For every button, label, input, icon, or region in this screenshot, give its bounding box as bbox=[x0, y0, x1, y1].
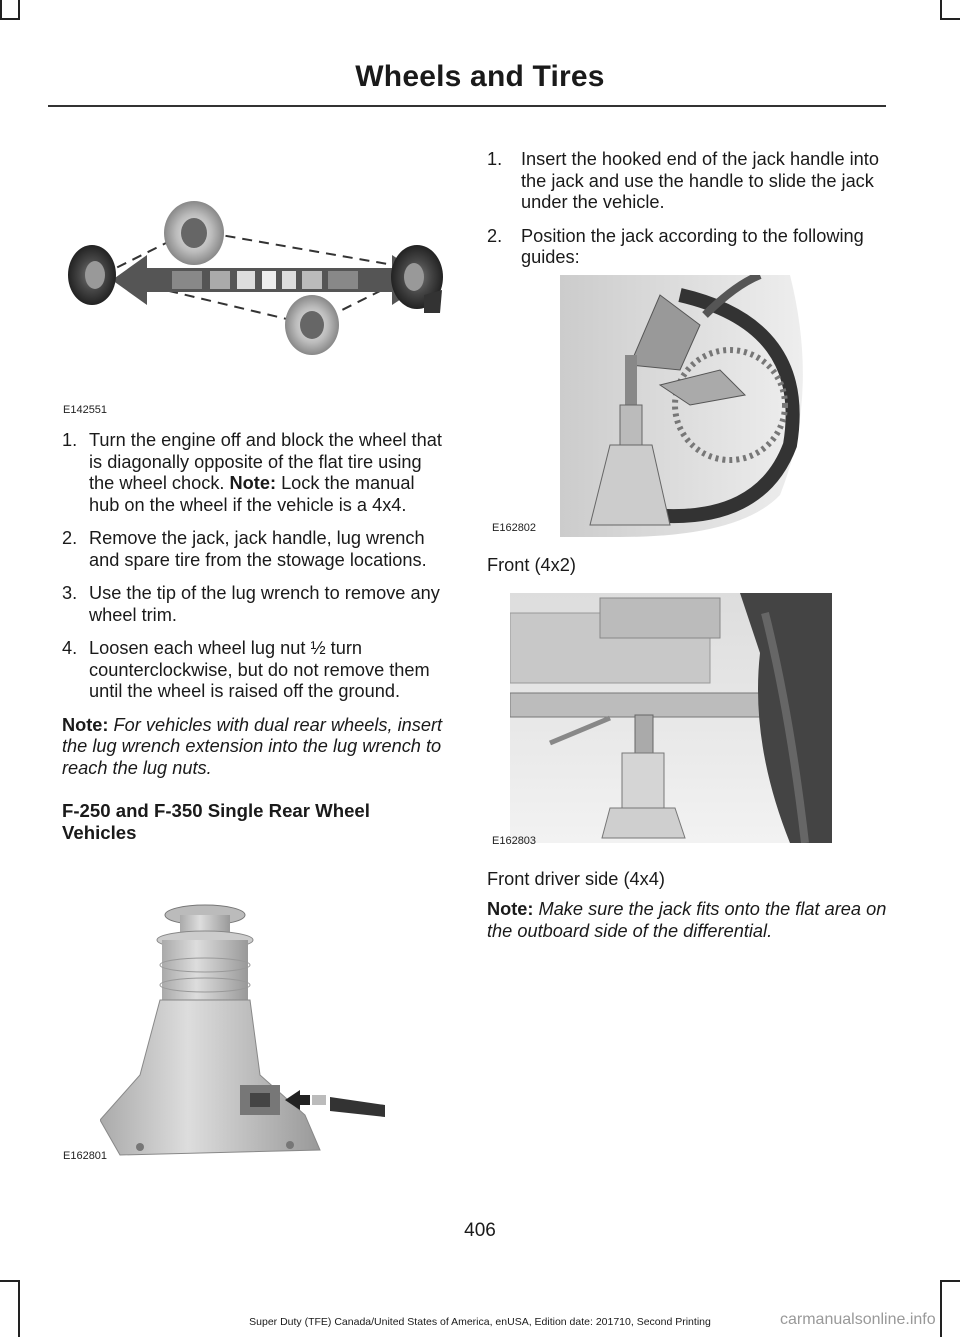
crop-mark bbox=[940, 18, 960, 20]
section-heading: F-250 and F-350 Single Rear Wheel Vehicles bbox=[62, 800, 370, 843]
jack-position-front-4x2-figure bbox=[560, 275, 815, 537]
note-differential: Note: Make sure the jack fits onto the flat area on the outboard side of the differential. bbox=[487, 899, 887, 941]
list-item: 3. Use the tip of the lug wrench to remove any wheel trim. bbox=[62, 583, 440, 625]
crop-mark bbox=[940, 1280, 942, 1337]
note-dual-rear: Note: For vehicles with dual rear wheels, insert the lug wrench extension into the lug wrench to reach the lug nuts. bbox=[62, 714, 443, 778]
crop-mark bbox=[940, 0, 942, 20]
caption-front-driver-4x4: Front driver side (4x4) bbox=[487, 869, 665, 889]
footer-edition-line: Super Duty (TFE) Canada/United States of America, enUSA, Edition date: 201710, Second Printing bbox=[249, 1316, 711, 1328]
page-number: 406 bbox=[464, 1220, 496, 1241]
crop-mark bbox=[0, 0, 2, 18]
crop-mark bbox=[18, 1280, 20, 1337]
figure-id: E142551 bbox=[63, 404, 108, 416]
jack-illustration bbox=[100, 895, 410, 1165]
list-item: 2. Remove the jack, jack handle, lug wrench and spare tire from the stowage locations. bbox=[62, 528, 427, 570]
crop-mark bbox=[18, 0, 20, 20]
left-steps bbox=[62, 430, 448, 844]
list-item: 2. Position the jack according to the following guides: bbox=[487, 225, 864, 267]
list-item: 1. Turn the engine off and block the wheel that is diagonally opposite of the flat tire using the wheel chock. Note: Lock the manual hub on the wheel if the vehicle is a 4x4. bbox=[62, 430, 442, 515]
figure-id: E162803 bbox=[492, 835, 537, 847]
wheel-chock-diagram bbox=[62, 195, 448, 365]
list-item: 1. Insert the hooked end of the jack handle into the jack and use the handle to slide the jack under the vehicle. bbox=[487, 149, 879, 212]
jack-position-front-4x4-figure bbox=[510, 593, 832, 843]
caption-front-4x2: Front (4x2) bbox=[487, 555, 576, 575]
crop-mark bbox=[0, 1280, 20, 1282]
page-title: Wheels and Tires bbox=[355, 60, 605, 93]
figure-id: E162801 bbox=[63, 1150, 108, 1162]
header-rule bbox=[48, 105, 886, 107]
list-item: 4. Loosen each wheel lug nut ½ turn counterclockwise, but do not remove them until the wheel is raised off the ground. bbox=[62, 638, 430, 701]
crop-mark bbox=[940, 1280, 960, 1282]
figure-id: E162802 bbox=[492, 522, 537, 534]
watermark: carmanualsonline.info bbox=[780, 1311, 936, 1328]
crop-mark bbox=[0, 18, 18, 20]
right-steps bbox=[487, 149, 887, 281]
